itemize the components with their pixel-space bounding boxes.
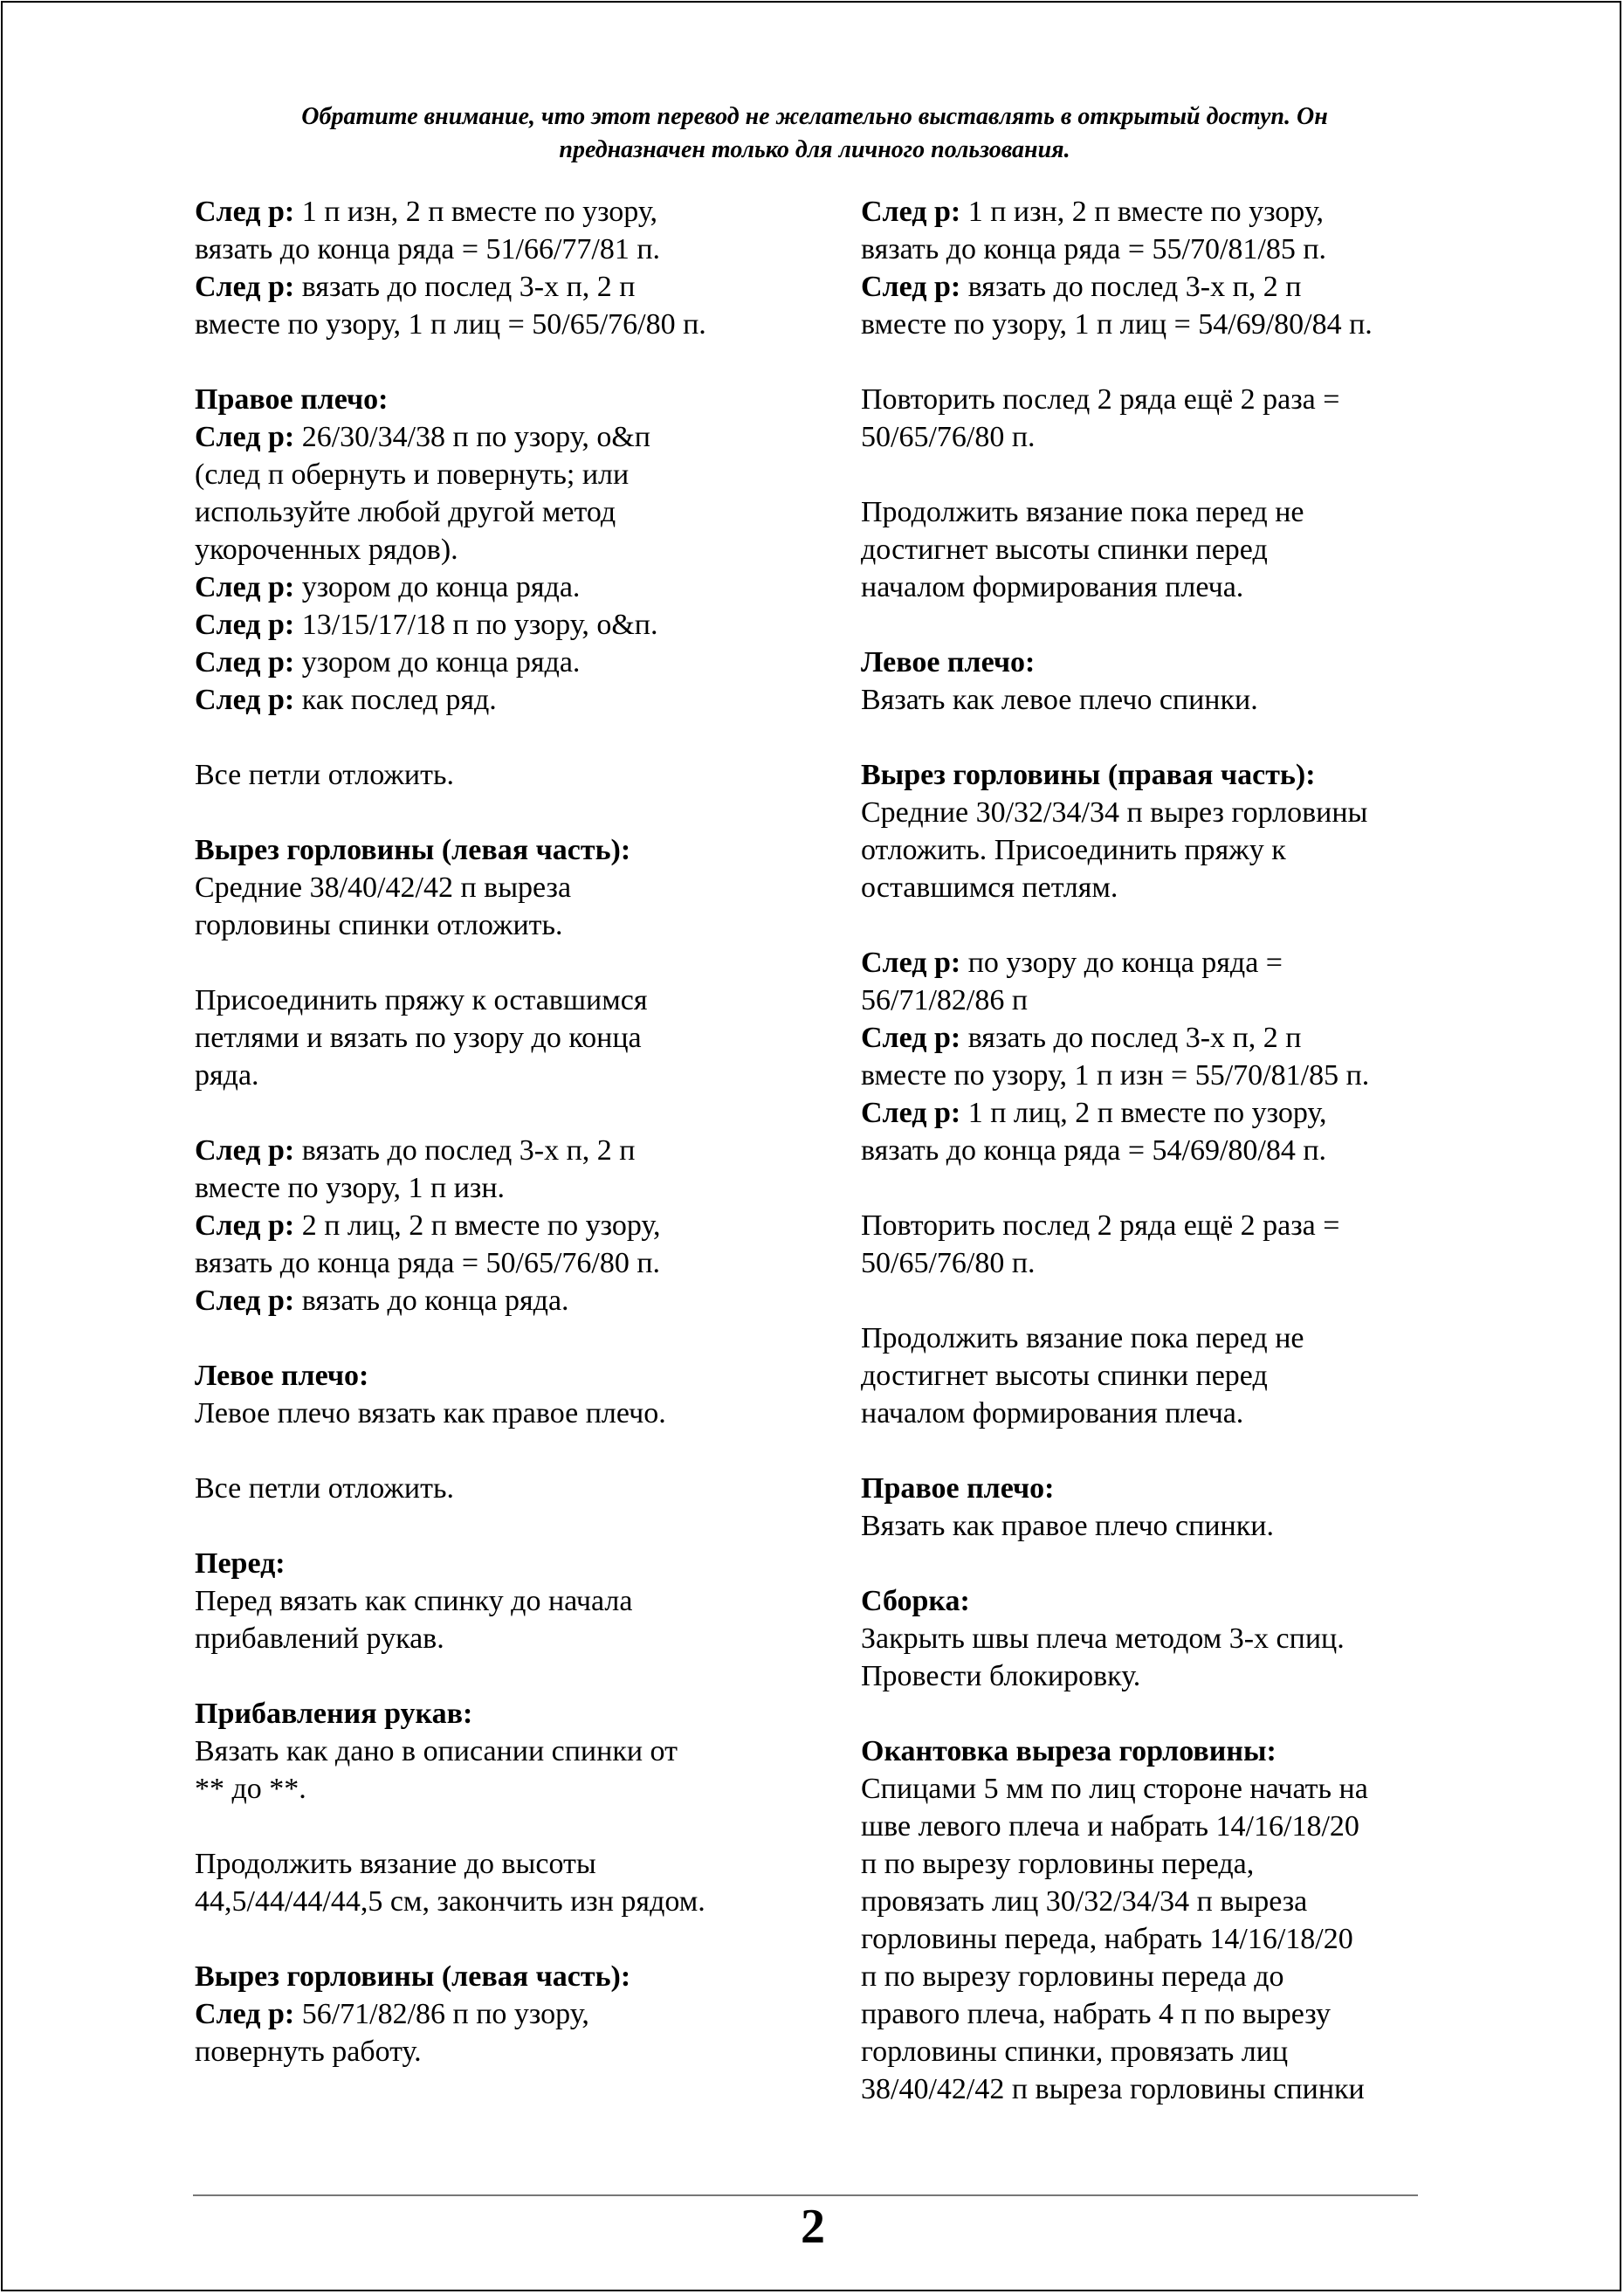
text-line: петлями и вязать по узору до конца <box>195 1022 642 1054</box>
text-line: След р: вязать до послед 3-х п, 2 п <box>861 1022 1302 1054</box>
section-heading: Вырез горловины (левая часть): <box>195 834 631 866</box>
text-line: прибавлений рукав. <box>195 1622 444 1655</box>
text-line: Вязать как правое плечо спинки. <box>861 1510 1274 1542</box>
notice-line: Обратите внимание, что этот перевод не желательно выставлять в открытый доступ. Он <box>301 103 1328 130</box>
text-line: вместе по узору, 1 п изн. <box>195 1172 506 1204</box>
text-line: 38/40/42/42 п выреза горловины спинки <box>861 2073 1365 2105</box>
text-line: ** до **. <box>195 1773 306 1805</box>
section-heading: Вырез горловины (правая часть): <box>861 759 1316 791</box>
section-heading: Перед: <box>195 1547 286 1580</box>
text-line: След р: узором до конца ряда. <box>195 646 581 679</box>
text-line: Вязать как левое плечо спинки. <box>861 684 1258 716</box>
text-line: ряда. <box>195 1059 259 1092</box>
section-heading: Сборка: <box>861 1585 970 1617</box>
text-line: используйте любой другой метод <box>195 496 616 528</box>
text-line: След р: как послед ряд. <box>195 684 497 716</box>
text-line: Продолжить вязание пока перед не <box>861 496 1304 528</box>
text-line: началом формирования плеча. <box>861 571 1244 603</box>
section-heading: Окантовка выреза горловины: <box>861 1735 1276 1767</box>
privacy-notice <box>177 100 1452 167</box>
section-heading: Левое плечо: <box>195 1360 369 1392</box>
text-line: След р: узором до конца ряда. <box>195 571 581 603</box>
text-line: достигнет высоты спинки перед <box>861 534 1268 566</box>
text-line: Продолжить вязание пока перед не <box>861 1322 1304 1354</box>
text-line: вместе по узору, 1 п лиц = 50/65/76/80 п. <box>195 308 706 341</box>
text-line: Все петли отложить. <box>195 759 454 791</box>
notice-line: предназначен только для личного пользования. <box>559 136 1070 163</box>
text-line: п по вырезу горловины переда, <box>861 1848 1255 1880</box>
text-line: 56/71/82/86 п <box>861 984 1029 1016</box>
text-line: правого плеча, набрать 4 п по вырезу <box>861 1998 1331 2030</box>
text-line: 44,5/44/44/44,5 см, закончить изн рядом. <box>195 1885 705 1918</box>
text-line: вязать до конца ряда = 55/70/81/85 п. <box>861 233 1327 265</box>
text-line: След р: 1 п изн, 2 п вместе по узору, <box>195 196 657 228</box>
page-number: 2 <box>801 2200 825 2254</box>
text-line: След р: вязать до послед 3-х п, 2 п <box>861 271 1302 303</box>
section-heading: Правое плечо: <box>195 383 389 416</box>
text-line: оставшимся петлям. <box>861 871 1118 904</box>
text-line: (след п обернуть и повернуть; или <box>195 458 630 491</box>
text-line: Левое плечо вязать как правое плечо. <box>195 1397 666 1429</box>
text-line: горловины спинки отложить. <box>195 909 563 941</box>
text-line: След р: 1 п лиц, 2 п вместе по узору, <box>861 1097 1327 1129</box>
text-line: След р: 26/30/34/38 п по узору, о&п <box>195 421 650 453</box>
text-line: Вязать как дано в описании спинки от <box>195 1735 678 1767</box>
document-page <box>1 1 1621 2291</box>
text-line: горловины спинки, провязать лиц <box>861 2036 1289 2068</box>
text-line: Средние 30/32/34/34 п вырез горловины <box>861 796 1368 829</box>
text-line: п по вырезу горловины переда до <box>861 1960 1284 1993</box>
text-line: След р: вязать до конца ряда. <box>195 1285 569 1317</box>
text-line: Перед вязать как спинку до начала <box>195 1585 633 1617</box>
left-column <box>195 193 806 2070</box>
text-line: укороченных рядов). <box>195 534 458 566</box>
text-line: След р: вязать до послед 3-х п, 2 п <box>195 271 636 303</box>
text-line: След р: 56/71/82/86 п по узору, <box>195 1998 589 2030</box>
text-line: Присоединить пряжу к оставшимся <box>195 984 648 1016</box>
text-line: повернуть работу. <box>195 2036 422 2068</box>
text-line: шве левого плеча и набрать 14/16/18/20 <box>861 1810 1359 1843</box>
text-line: Все петли отложить. <box>195 1472 454 1505</box>
text-line: достигнет высоты спинки перед <box>861 1360 1268 1392</box>
text-line: вязать до конца ряда = 51/66/77/81 п. <box>195 233 661 265</box>
text-line: Повторить послед 2 ряда ещё 2 раза = <box>861 383 1340 416</box>
text-line: вместе по узору, 1 п изн = 55/70/81/85 п. <box>861 1059 1370 1092</box>
text-line: Провести блокировку. <box>861 1660 1141 1692</box>
text-line: провязать лиц 30/32/34/34 п выреза <box>861 1885 1308 1918</box>
section-heading: Левое плечо: <box>861 646 1036 679</box>
right-column <box>861 193 1490 2108</box>
text-line: След р: 2 п лиц, 2 п вместе по узору, <box>195 1209 661 1242</box>
text-line: Повторить послед 2 ряда ещё 2 раза = <box>861 1209 1340 1242</box>
text-line: вязать до конца ряда = 50/65/76/80 п. <box>195 1247 661 1279</box>
section-heading: Вырез горловины (левая часть): <box>195 1960 631 1993</box>
text-line: отложить. Присоединить пряжу к <box>861 834 1286 866</box>
text-line: Спицами 5 мм по лиц стороне начать на <box>861 1773 1368 1805</box>
text-line: 50/65/76/80 п. <box>861 421 1036 453</box>
text-line: началом формирования плеча. <box>861 1397 1244 1429</box>
text-line: вместе по узору, 1 п лиц = 54/69/80/84 п. <box>861 308 1373 341</box>
text-line: След р: по узору до конца ряда = <box>861 947 1283 979</box>
text-line: 50/65/76/80 п. <box>861 1247 1036 1279</box>
text-line: Продолжить вязание до высоты <box>195 1848 596 1880</box>
text-line: Закрыть швы плеча методом 3-х спиц. <box>861 1622 1345 1655</box>
text-line: След р: 1 п изн, 2 п вместе по узору, <box>861 196 1324 228</box>
section-heading: Прибавления рукав: <box>195 1698 473 1730</box>
section-heading: Правое плечо: <box>861 1472 1055 1505</box>
text-line: След р: 13/15/17/18 п по узору, о&п. <box>195 609 658 641</box>
text-line: Средние 38/40/42/42 п выреза <box>195 871 572 904</box>
text-line: горловины переда, набрать 14/16/18/20 <box>861 1923 1353 1955</box>
text-line: вязать до конца ряда = 54/69/80/84 п. <box>861 1134 1327 1167</box>
text-line: След р: вязать до послед 3-х п, 2 п <box>195 1134 636 1167</box>
